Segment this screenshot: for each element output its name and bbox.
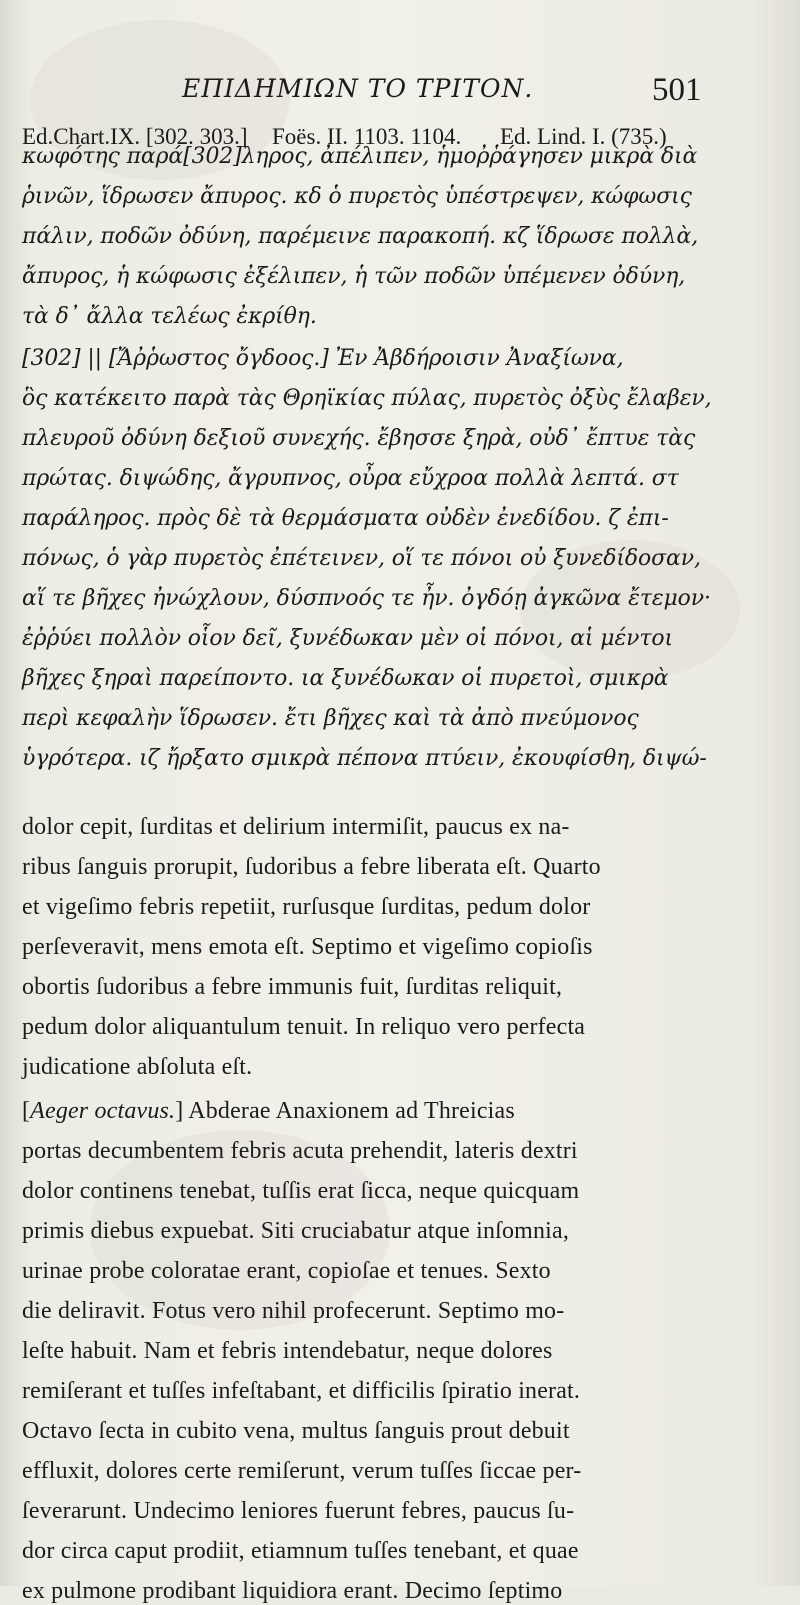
greek-line: ὃς κατέκειτο παρὰ τὰς Θρηϊκίας πύλας, πυρετὸς ὀξὺς ἔλαβεν, [22, 386, 712, 411]
latin-line: ribus ſanguis prorupit, ſudoribus a febre liberata eſt. Quarto [22, 854, 601, 880]
greek-line: ἐῤῥύει πολλὸν οἷον δεῖ, ξυνέδωκαν μὲν οἱ πόνοι, αἱ μέντοι [22, 626, 674, 651]
page-number: 501 [652, 72, 702, 108]
linden-reference: Ed. Lind. I. (735.) [500, 124, 667, 149]
latin-line: leſte habuit. Nam et febris intendebatur, neque dolores [22, 1338, 553, 1364]
running-title: ΕΠΙΔΗΜΙΩΝ ΤΟ ΤΡΙΤΟΝ. [182, 74, 534, 103]
page-header [0, 74, 800, 114]
latin-line: dolor continens tenebat, tuſſis erat ſicca, neque quicquam [22, 1178, 580, 1204]
latin-line: judicatione abſoluta eſt. [22, 1054, 253, 1080]
latin-line: portas decumbentem febris acuta prehendit, lateris dextri [22, 1138, 578, 1164]
latin-line: primis diebus expuebat. Siti cruciabatur atque inſomnia, [22, 1218, 570, 1244]
latin-line-aeger-heading: [Aeger octavus.] Abderae Anaxionem ad Threicias [22, 1098, 515, 1124]
greek-line: παράληρος. πρὸς δὲ τὰ θερμάσματα οὐδὲν ἐνεδίδου. ζ ἐπι- [22, 506, 669, 531]
latin-line: pedum dolor aliquantulum tenuit. In reliquo vero perfecta [22, 1014, 586, 1040]
greek-line: ῥινῶν, ἵδρωσεν ἄπυρος. κδ ὁ πυρετὸς ὑπέστρεψεν, κώφωσις [22, 184, 692, 209]
greek-line: κωφότης παρά[302]ληρος, ἀπέλιπεν, ἡμοῤῥάγησεν μικρὰ διὰ [22, 144, 698, 169]
latin-line: urinae probe coloratae erant, copioſae et tenues. Sexto [22, 1258, 551, 1284]
greek-line: πάλιν, ποδῶν ὀδύνη, παρέμεινε παρακοπή. κζ ἵδρωσε πολλὰ, [22, 224, 699, 249]
greek-line: ἄπυρος, ἡ κώφωσις ἐξέλιπεν, ἡ τῶν ποδῶν ὑπέμενεν ὀδύνη, [22, 264, 686, 289]
latin-line: perſeveravit, mens emota eſt. Septimo et vigeſimo copioſis [22, 934, 593, 960]
latin-line: ſeverarunt. Undecimo leniores fuerunt febres, paucus ſu- [22, 1498, 575, 1524]
latin-line: effluxit, dolores certe remiſerunt, verum tuſſes ſiccae per- [22, 1458, 582, 1484]
greek-line: αἵ τε βῆχες ἠνώχλουν, δύσπνοός τε ἦν. ὀγδόῃ ἀγκῶνα ἔτεμον· [22, 586, 711, 611]
latin-line: dolor cepit, ſurditas et delirium intermiſit, paucus ex na- [22, 814, 570, 840]
greek-line: τὰ δ᾽ ἄλλα τελέως ἐκρίθη. [22, 304, 317, 329]
foes-reference: Foës. II. 1103. 1104. [272, 124, 462, 149]
chartier-reference: Ed.Chart.IX. [302. 303.] [22, 124, 248, 149]
greek-line: περὶ κεφαλὴν ἵδρωσεν. ἔτι βῆχες καὶ τὰ ἀπὸ πνεύμονος [22, 706, 639, 731]
latin-line: die deliravit. Fotus vero nihil profecerunt. Septimo mo- [22, 1298, 565, 1324]
greek-line: πόνως, ὁ γὰρ πυρετὸς ἐπέτεινεν, οἵ τε πόνοι οὐ ξυνεδίδοσαν, [22, 546, 701, 571]
greek-line: πλευροῦ ὀδύνη δεξιοῦ συνεχής. ἔβησσε ξηρὰ, οὐδ᾽ ἔπτυε τὰς [22, 426, 696, 451]
greek-line: [302] || [Ἄῤῥωστος ὄγδοος.] Ἐν Ἀβδήροισιν Ἀναξίωνα, [22, 346, 624, 371]
latin-line: remiſerant et tuſſes infeſtabant, et difficilis ſpiratio inerat. [22, 1378, 581, 1404]
latin-line: obortis ſudoribus a febre immunis fuit, ſurditas reliquit, [22, 974, 563, 1000]
aeger-label: Aeger octavus. [30, 1098, 176, 1124]
greek-line: βῆχες ξηραὶ παρείποντο. ια ξυνέδωκαν οἱ πυρετοὶ, σμικρὰ [22, 666, 669, 691]
greek-line: ὑγρότερα. ιζ ἤρξατο σμικρὰ πέπονα πτύειν, ἐκουφίσθη, διψώ- [22, 746, 707, 771]
latin-line: Octavo ſecta in cubito vena, multus ſanguis prout debuit [22, 1418, 570, 1444]
latin-line: ex pulmone prodibant liquidiora erant. Decimo ſeptimo [22, 1578, 563, 1604]
latin-line: et vigeſimo febris repetiit, rurſusque ſurditas, pedum dolor [22, 894, 591, 920]
greek-line: πρώτας. διψώδης, ἄγρυπνος, οὖρα εὔχροα πολλὰ λεπτά. στ [22, 466, 679, 491]
latin-line: dor circa caput prodiit, etiamnum tuſſes tenebant, et quae [22, 1538, 579, 1564]
